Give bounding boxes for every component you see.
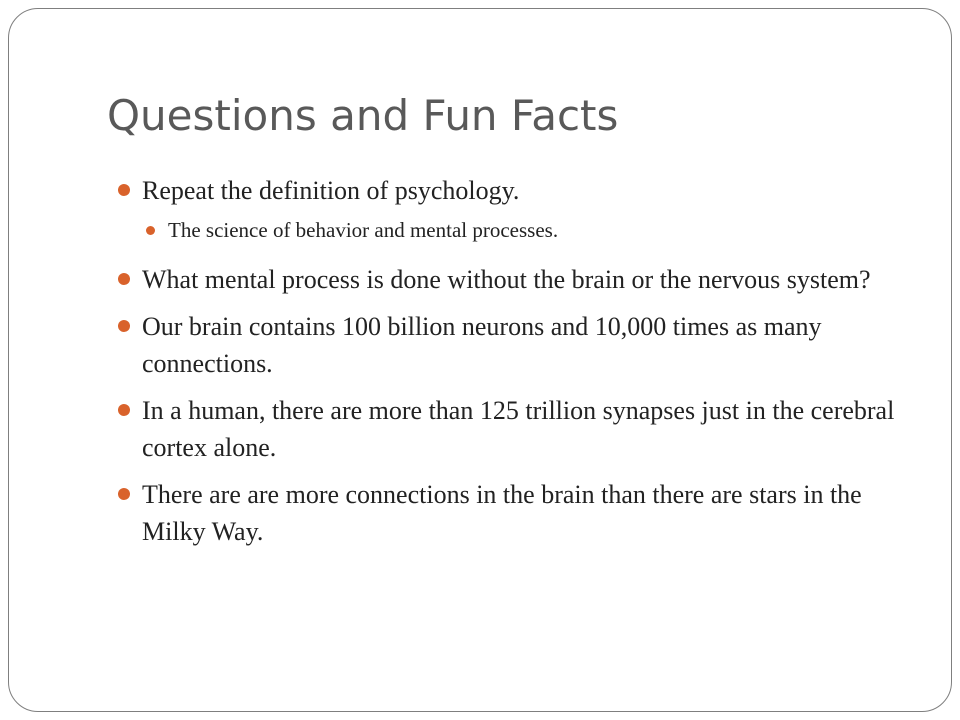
bullet-item [116,172,906,209]
bullet-text: There are are more connections in the brain than there are stars in the Milky Way. [142,480,862,546]
sub-bullet-text: The science of behavior and mental processes. [168,218,559,242]
bullet-text: Our brain contains 100 billion neurons and 10,000 times as many connections. [142,312,822,378]
bullet-dot-icon [118,404,130,416]
sub-bullet-dot-icon [146,226,155,235]
bullet-dot-icon [118,488,130,500]
slide-title: Questions and Fun Facts [107,91,619,140]
bullet-item [116,392,906,466]
bullet-list [116,172,906,560]
slide-frame [8,8,952,712]
bullet-dot-icon [118,184,130,196]
bullet-dot-icon [118,273,130,285]
bullet-text: In a human, there are more than 125 trillion synapses just in the cerebral cortex alone. [142,396,895,462]
bullet-text: Repeat the definition of psychology. [142,176,520,205]
bullet-item [116,261,906,298]
bullet-item [116,476,906,550]
bullet-text: What mental process is done without the brain or the nervous system? [142,265,871,294]
sub-bullet-item [144,215,906,245]
bullet-item [116,308,906,382]
bullet-dot-icon [118,320,130,332]
